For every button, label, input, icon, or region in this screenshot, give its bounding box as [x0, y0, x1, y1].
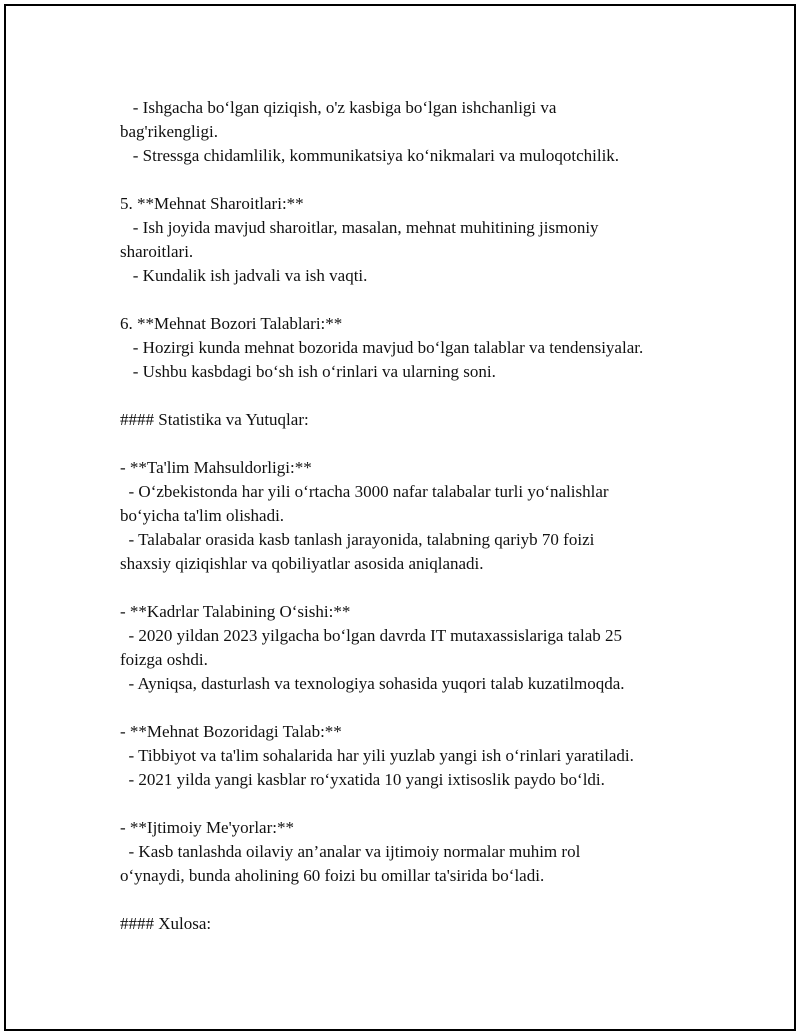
- text-line: - Talabalar orasida kasb tanlash jarayonida, talabning qariyb 70 foizi: [120, 530, 595, 549]
- blank-line: [120, 888, 710, 912]
- list-heading: - **Mehnat Bozoridagi Talab:**: [120, 722, 342, 741]
- text-line: - Hozirgi kunda mehnat bozorida mavjud bo‘lgan talablar va tendensiyalar.: [120, 338, 644, 357]
- blank-line: [120, 792, 710, 816]
- text-line: bo‘yicha ta'lim olishadi.: [120, 506, 285, 525]
- text-line: - Ishgacha bo‘lgan qiziqish, o'z kasbiga bo‘lgan ishchanligi va: [120, 98, 557, 117]
- text-line: foizga oshdi.: [120, 650, 208, 669]
- text-line: - Tibbiyot va ta'lim sohalarida har yili yuzlab yangi ish o‘rinlari yaratiladi.: [120, 746, 634, 765]
- text-line: bag'rikengligi.: [120, 122, 218, 141]
- list-heading: - **Kadrlar Talabining O‘sishi:**: [120, 602, 351, 621]
- text-line: - 2020 yildan 2023 yilgacha bo‘lgan davrda IT mutaxassislariga talab 25: [120, 626, 622, 645]
- text-line: shaxsiy qiziqishlar va qobiliyatlar asosida aniqlanadi.: [120, 554, 484, 573]
- section-heading: #### Statistika va Yutuqlar:: [120, 410, 309, 429]
- document-body: [120, 96, 710, 936]
- text-line: - Kundalik ish jadvali va ish vaqti.: [120, 266, 368, 285]
- list-heading: - **Ta'lim Mahsuldorligi:**: [120, 458, 312, 477]
- text-line: - Ayniqsa, dasturlash va texnologiya sohasida yuqori talab kuzatilmoqda.: [120, 674, 625, 693]
- page-frame: [4, 4, 796, 1031]
- blank-line: [120, 288, 710, 312]
- section-heading: #### Xulosa:: [120, 914, 212, 933]
- blank-line: [120, 576, 710, 600]
- blank-line: [120, 168, 710, 192]
- text-line: - Ish joyida mavjud sharoitlar, masalan, mehnat muhitining jismoniy: [120, 218, 599, 237]
- text-line: o‘ynaydi, bunda aholining 60 foizi bu omillar ta'sirida bo‘ladi.: [120, 866, 545, 885]
- blank-line: [120, 432, 710, 456]
- section-heading: 5. **Mehnat Sharoitlari:**: [120, 194, 304, 213]
- text-line: - Stressga chidamlilik, kommunikatsiya ko‘nikmalari va muloqotchilik.: [120, 146, 620, 165]
- text-line: - Kasb tanlashda oilaviy an’analar va ijtimoiy normalar muhim rol: [120, 842, 581, 861]
- text-line: - Ushbu kasbdagi bo‘sh ish o‘rinlari va ularning soni.: [120, 362, 496, 381]
- section-heading: 6. **Mehnat Bozori Talablari:**: [120, 314, 343, 333]
- text-line: - 2021 yilda yangi kasblar ro‘yxatida 10 yangi ixtisoslik paydo bo‘ldi.: [120, 770, 605, 789]
- blank-line: [120, 384, 710, 408]
- text-line: sharoitlari.: [120, 242, 194, 261]
- list-heading: - **Ijtimoiy Me'yorlar:**: [120, 818, 294, 837]
- text-line: - O‘zbekistonda har yili o‘rtacha 3000 nafar talabalar turli yo‘nalishlar: [120, 482, 609, 501]
- blank-line: [120, 696, 710, 720]
